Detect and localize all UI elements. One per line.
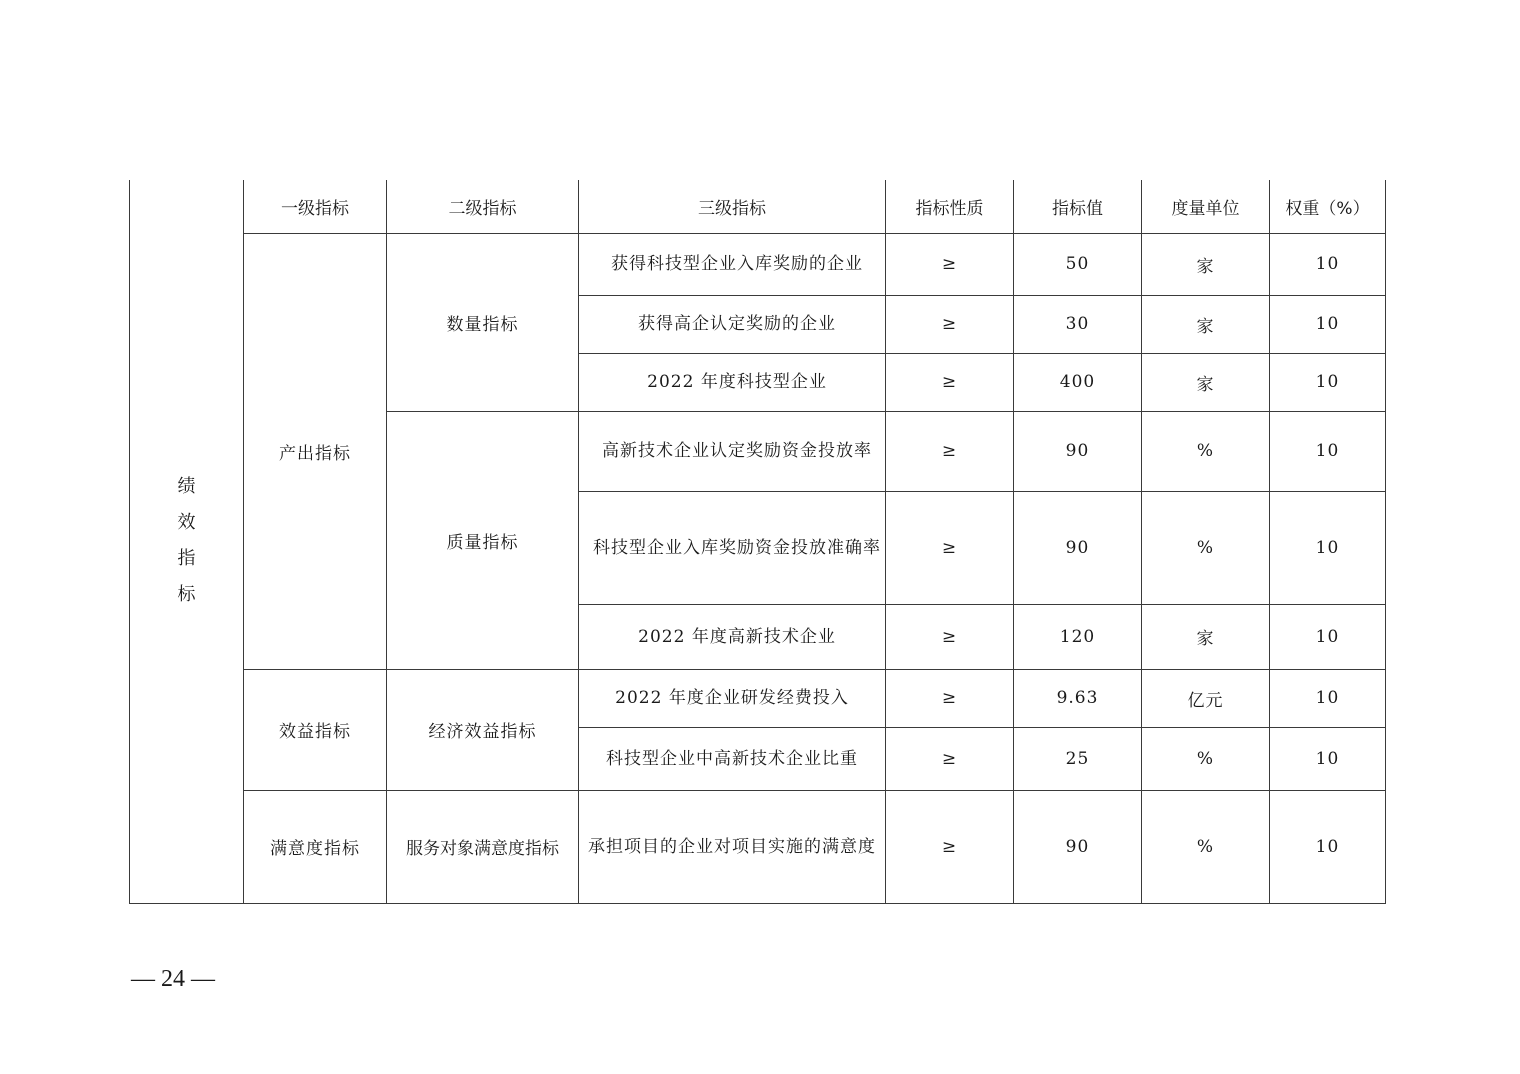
weight-cell: 10: [1270, 353, 1386, 411]
level3-cell: 承担项目的企业对项目实施的满意度: [579, 790, 886, 903]
level3-cell: 高新技术企业认定奖励资金投放率: [579, 411, 886, 491]
page-number: — 24 —: [131, 966, 215, 992]
nature-cell: ≥: [886, 353, 1014, 411]
level3-cell: 2022 年度科技型企业: [579, 353, 886, 411]
header-unit: 度量单位: [1142, 180, 1270, 233]
header-level3: 三级指标: [579, 180, 886, 233]
header-level1: 一级指标: [244, 180, 387, 233]
weight-cell: 10: [1270, 727, 1386, 790]
level3-cell: 2022 年度企业研发经费投入: [579, 669, 886, 727]
value-cell: 90: [1014, 491, 1142, 604]
nature-cell: ≥: [886, 790, 1014, 903]
level3-cell: 获得科技型企业入库奖励的企业: [579, 233, 886, 295]
table-row: [130, 790, 1386, 903]
unit-cell: %: [1142, 411, 1270, 491]
value-cell: 90: [1014, 411, 1142, 491]
group-service: 服务对象满意度指标: [387, 790, 579, 903]
group-benefit: 效益指标: [244, 669, 387, 790]
group-output: 产出指标: [244, 233, 387, 669]
unit-cell: %: [1142, 491, 1270, 604]
group-quantity: 数量指标: [387, 233, 579, 411]
nature-cell: ≥: [886, 295, 1014, 353]
unit-cell: 家: [1142, 233, 1270, 295]
level3-cell: 科技型企业入库奖励资金投放准确率: [579, 491, 886, 604]
performance-indicator-table: [129, 180, 1386, 904]
level3-cell: 获得高企认定奖励的企业: [579, 295, 886, 353]
nature-cell: ≥: [886, 669, 1014, 727]
header-level2: 二级指标: [387, 180, 579, 233]
level3-cell: 2022 年度高新技术企业: [579, 604, 886, 669]
unit-cell: 亿元: [1142, 669, 1270, 727]
nature-cell: ≥: [886, 604, 1014, 669]
nature-cell: ≥: [886, 727, 1014, 790]
performance-indicator-label: [130, 180, 244, 903]
group-quality: 质量指标: [387, 411, 579, 669]
side-char: 指: [177, 548, 196, 570]
nature-cell: ≥: [886, 491, 1014, 604]
unit-cell: 家: [1142, 353, 1270, 411]
unit-cell: %: [1142, 727, 1270, 790]
group-economic: 经济效益指标: [387, 669, 579, 790]
unit-cell: %: [1142, 790, 1270, 903]
unit-cell: 家: [1142, 295, 1270, 353]
group-satisfaction: 满意度指标: [244, 790, 387, 903]
table-row: [130, 669, 1386, 727]
header-weight: 权重（%）: [1270, 180, 1386, 233]
table-row: [130, 233, 1386, 295]
value-cell: 90: [1014, 790, 1142, 903]
level3-cell: 科技型企业中高新技术企业比重: [579, 727, 886, 790]
weight-cell: 10: [1270, 491, 1386, 604]
weight-cell: 10: [1270, 669, 1386, 727]
header-value: 指标值: [1014, 180, 1142, 233]
weight-cell: 10: [1270, 604, 1386, 669]
value-cell: 120: [1014, 604, 1142, 669]
weight-cell: 10: [1270, 295, 1386, 353]
value-cell: 50: [1014, 233, 1142, 295]
unit-cell: 家: [1142, 604, 1270, 669]
value-cell: 30: [1014, 295, 1142, 353]
side-char: 标: [177, 584, 196, 606]
weight-cell: 10: [1270, 790, 1386, 903]
header-nature: 指标性质: [886, 180, 1014, 233]
side-char: 绩: [177, 476, 196, 498]
side-char: 效: [177, 512, 196, 534]
value-cell: 9.63: [1014, 669, 1142, 727]
value-cell: 400: [1014, 353, 1142, 411]
weight-cell: 10: [1270, 233, 1386, 295]
nature-cell: ≥: [886, 233, 1014, 295]
header-row: [130, 180, 1386, 233]
value-cell: 25: [1014, 727, 1142, 790]
nature-cell: ≥: [886, 411, 1014, 491]
weight-cell: 10: [1270, 411, 1386, 491]
